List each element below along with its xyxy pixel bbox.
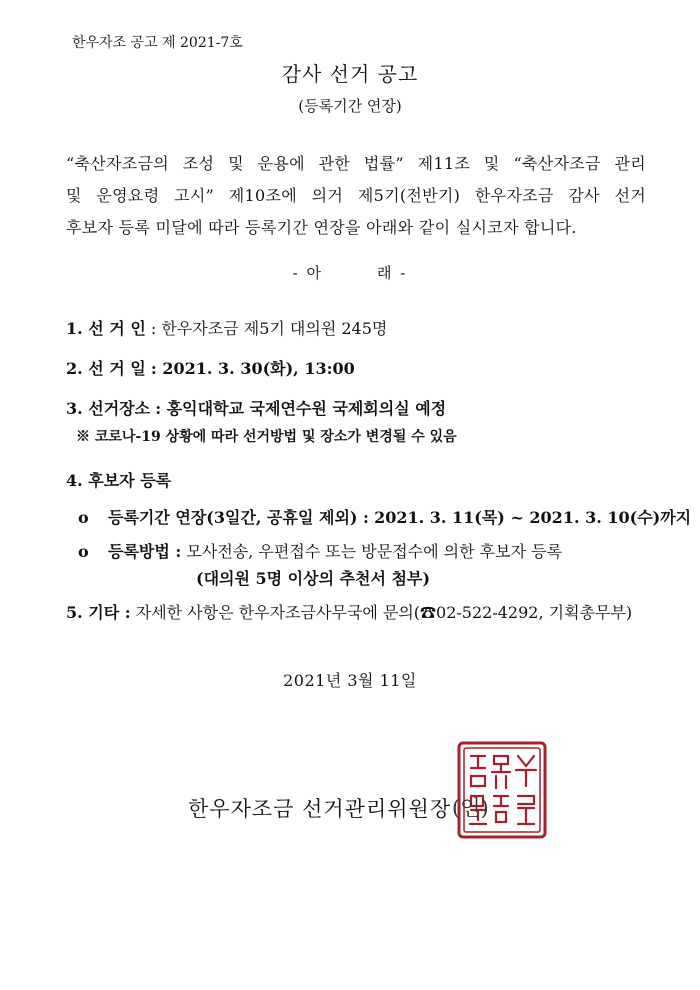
item-etc-label: 5. 기타 : (66, 603, 131, 622)
item-etc-value: 자세한 사항은 한우자조금사무국에 문의(☎02-522-4292, 기획총무부) (135, 603, 633, 622)
item-etc (66, 600, 632, 623)
below-heading-right: 래 - (377, 264, 408, 282)
issue-date: 2021년 3월 11일 (283, 671, 417, 690)
bullet-circle-icon: o (78, 508, 89, 527)
page-subtitle: (등록기간 연장) (298, 97, 402, 115)
below-heading-left: - 아 (292, 264, 323, 282)
registration-method-label: 등록방법 : (108, 542, 182, 561)
item-election-date-value: : 2021. 3. 30(화), 13:00 (150, 359, 355, 378)
item-voter-value: : 한우자조금 제5기 대의원 245명 (150, 319, 388, 338)
intro-line: 및 운영요령 고시” 제10조에 의거 제5기(전반기) 한우자조금 감사 선거 (66, 186, 646, 205)
registration-period (78, 505, 691, 528)
item-candidate-registration (66, 468, 171, 491)
registration-method-value: 모사전송, 우편접수 또는 방문접수에 의한 후보자 등록 (186, 542, 563, 561)
document-number: 한우자조 공고 제 2021-7호 (72, 35, 243, 51)
registration-method (78, 539, 562, 562)
covid-note: ※ 코로나-19 상황에 따라 선거방법 및 장소가 변경될 수 있음 (76, 429, 457, 445)
intro-line: 후보자 등록 미달에 따라 등록기간 연장을 아래와 같이 실시코자 합니다. (66, 218, 577, 237)
item-election-date (66, 356, 355, 379)
registration-period-label: 등록기간 연장(3일간, 공휴일 제외) : (108, 508, 369, 527)
intro-paragraph (66, 148, 646, 244)
item-place-value: : 홍익대학교 국제연수원 국제회의실 예정 (155, 399, 447, 418)
signer-title: 한우자조금 선거관리위원장 (188, 797, 452, 821)
below-heading (0, 262, 700, 283)
page-title: 감사 선거 공고 (281, 62, 419, 86)
item-election-date-label: 2. 선 거 일 (66, 359, 146, 378)
official-seal-icon (456, 740, 548, 840)
bullet-circle-icon: o (78, 542, 89, 561)
intro-line: “축산자조금의 조성 및 운용에 관한 법률” 제11조 및 “축산자조금 관리 (66, 154, 646, 173)
item-voter (66, 316, 387, 339)
recommendation-note: (대의원 5명 이상의 추천서 첨부) (196, 569, 431, 588)
item-candidate-registration-label: 4. 후보자 등록 (66, 471, 172, 490)
registration-period-value: 2021. 3. 11(목) ~ 2021. 3. 10(수)까지 (374, 508, 692, 527)
item-place-label: 3. 선거장소 (66, 399, 151, 418)
item-voter-label: 1. 선 거 인 (66, 319, 146, 338)
seal-mark: (인) (452, 796, 489, 820)
item-place (66, 396, 446, 419)
